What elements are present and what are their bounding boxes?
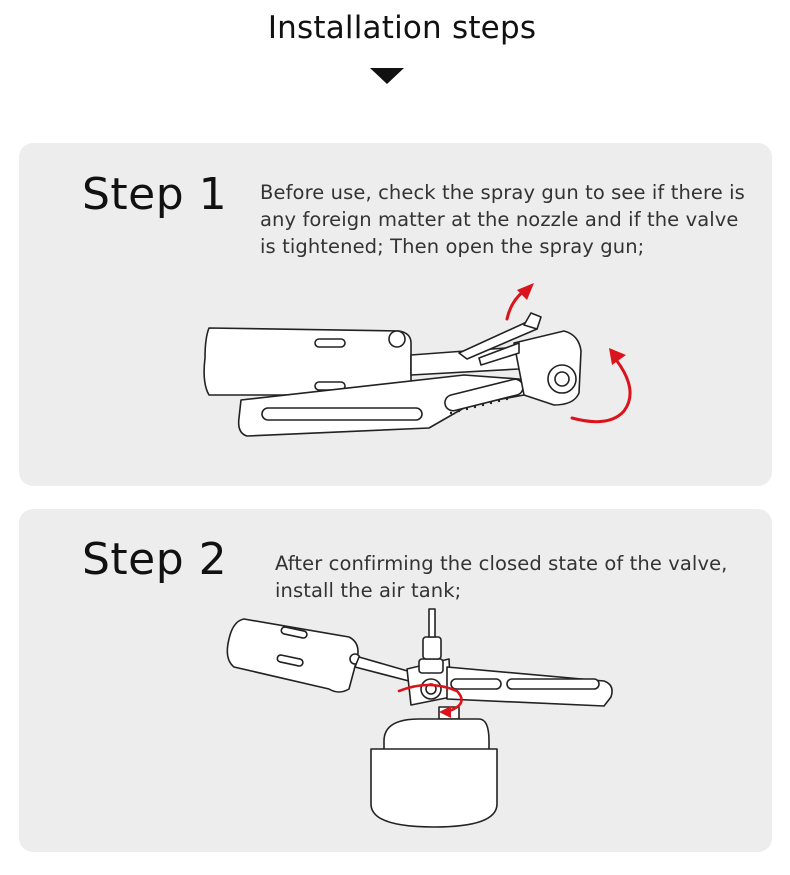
spray-gun-open-illustration	[19, 143, 772, 486]
step-1-text: Before use, check the spray gun to see if there is any foreign matter at the nozzle and if the valve is tightened; Then open the spray gun;	[260, 181, 745, 258]
step-1-panel	[19, 143, 772, 486]
triangle-down-icon	[370, 68, 404, 84]
step-2-text: After confirming the closed state of the valve, install the air tank;	[275, 552, 728, 602]
step-1-label: Step 1	[82, 169, 228, 220]
page-title: Installation steps	[267, 10, 537, 46]
step-2-label: Step 2	[82, 534, 228, 585]
open-arrow-icon	[507, 291, 524, 319]
spray-gun-on-tank-illustration	[19, 509, 772, 852]
step-2-panel	[19, 509, 772, 852]
